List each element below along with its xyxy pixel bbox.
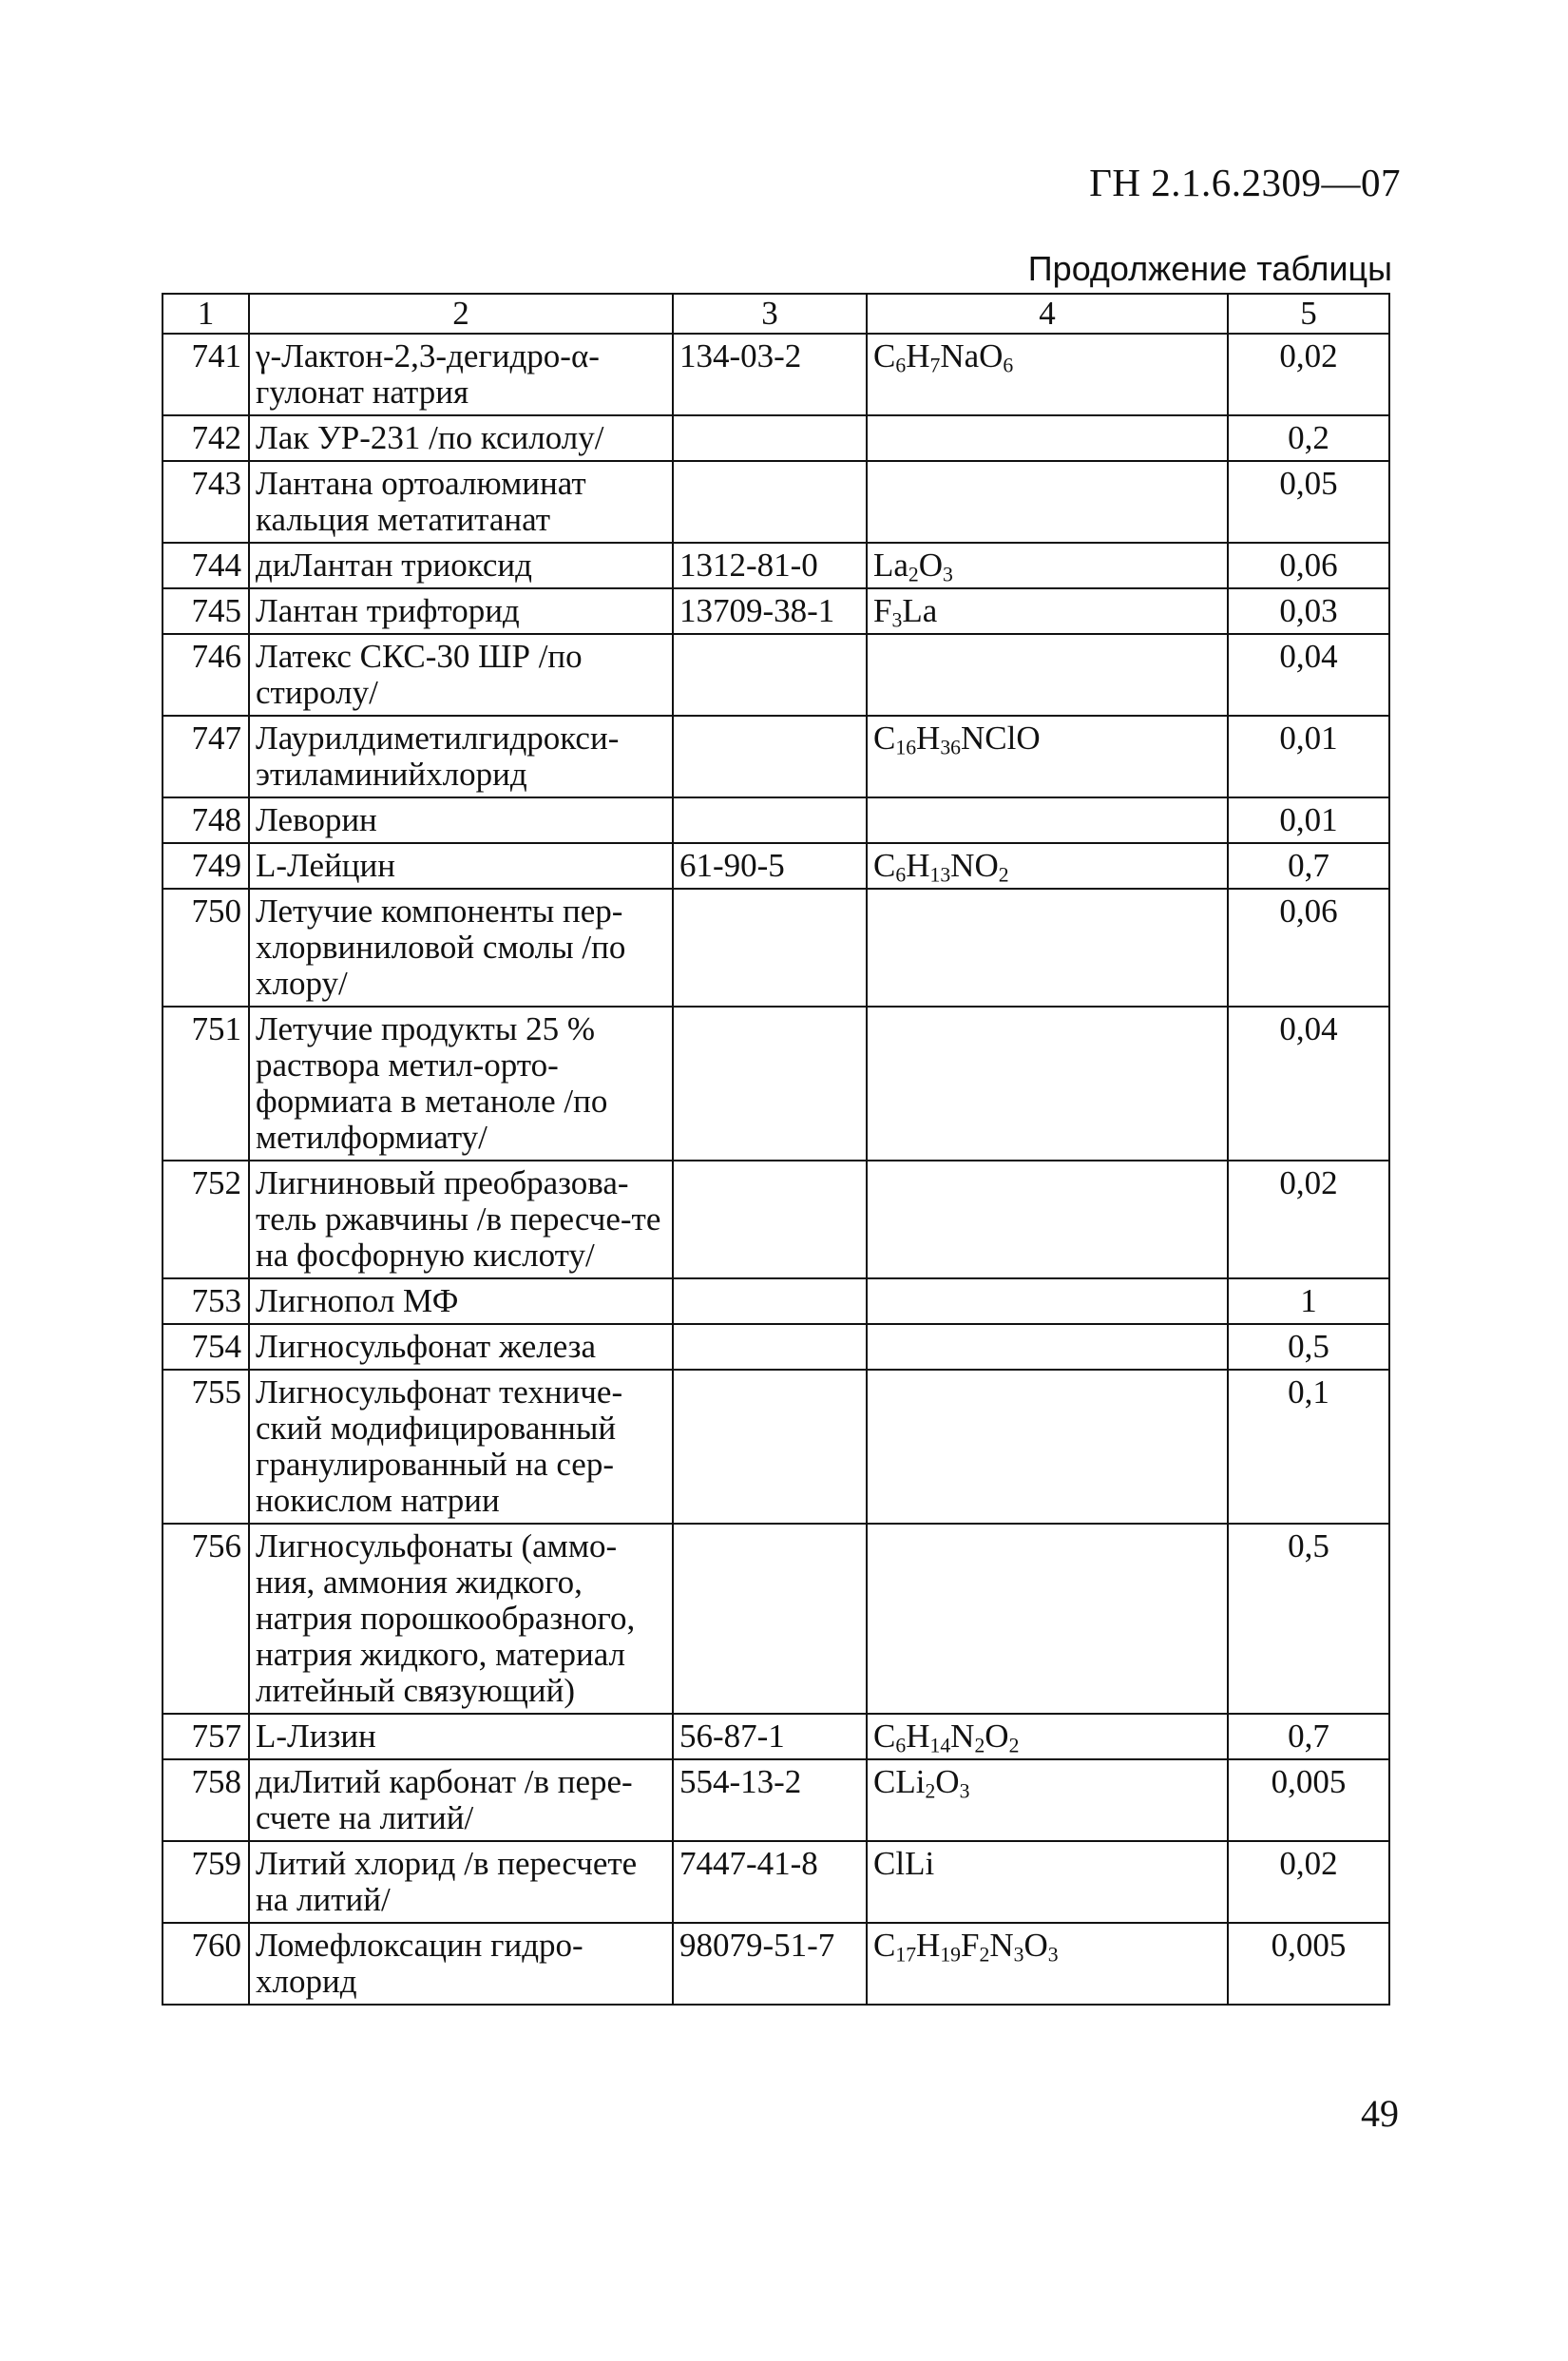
substance-name: Латекс СКС-30 ШР /по стиролу/ xyxy=(249,634,673,716)
row-number: 755 xyxy=(163,1370,249,1524)
cas-number xyxy=(673,1007,867,1161)
row-number: 748 xyxy=(163,797,249,843)
substance-name: Лигниновый преобразова-тель ржавчины /в пересче-те на фосфорную кислоту/ xyxy=(249,1161,673,1278)
cas-number: 134-03-2 xyxy=(673,334,867,415)
concentration-limit: 0,05 xyxy=(1228,461,1389,543)
chemical-formula: $C_6H_{13}NO_2$ xyxy=(867,843,1228,889)
substance-name: L-Лейцин xyxy=(249,843,673,889)
cas-number xyxy=(673,1524,867,1714)
concentration-limit: 0,1 xyxy=(1228,1370,1389,1524)
chemical-formula xyxy=(867,1370,1228,1524)
substance-name: Лигносульфонат железа xyxy=(249,1324,673,1370)
chemical-formula: ClLi xyxy=(867,1841,1228,1923)
table-row xyxy=(163,797,1389,843)
cas-number: 13709-38-1 xyxy=(673,588,867,634)
cas-number xyxy=(673,797,867,843)
table-row xyxy=(163,634,1389,716)
chemical-formula: $La_2O_3$ xyxy=(867,543,1228,588)
row-number: 750 xyxy=(163,889,249,1007)
table-row xyxy=(163,588,1389,634)
chemical-formula xyxy=(867,797,1228,843)
substance-name: диЛантан триоксид xyxy=(249,543,673,588)
table-row xyxy=(163,1923,1389,2005)
substance-name: Летучие продукты 25 % раствора метил-орто-формиата в метаноле /по метилформиату/ xyxy=(249,1007,673,1161)
cas-number xyxy=(673,1370,867,1524)
table-row xyxy=(163,1324,1389,1370)
concentration-limit: 0,7 xyxy=(1228,843,1389,889)
table-row xyxy=(163,415,1389,461)
table-row xyxy=(163,716,1389,797)
page-number: 49 xyxy=(1361,2092,1399,2135)
concentration-limit: 0,005 xyxy=(1228,1923,1389,2005)
table-row xyxy=(163,1714,1389,1759)
substance-name: Лигнопол МФ xyxy=(249,1278,673,1324)
cas-number: 7447-41-8 xyxy=(673,1841,867,1923)
table-row xyxy=(163,1370,1389,1524)
concentration-limit: 0,005 xyxy=(1228,1759,1389,1841)
chemical-formula xyxy=(867,1161,1228,1278)
concentration-limit: 0,02 xyxy=(1228,1161,1389,1278)
table-header-row xyxy=(163,294,1389,334)
row-number: 746 xyxy=(163,634,249,716)
table-row xyxy=(163,1759,1389,1841)
substance-name: L-Лизин xyxy=(249,1714,673,1759)
row-number: 751 xyxy=(163,1007,249,1161)
column-header: 4 xyxy=(867,294,1228,334)
cas-number: 1312-81-0 xyxy=(673,543,867,588)
concentration-limit: 0,01 xyxy=(1228,797,1389,843)
table-row xyxy=(163,1841,1389,1923)
column-header: 1 xyxy=(163,294,249,334)
concentration-limit: 0,5 xyxy=(1228,1524,1389,1714)
document-code: ГН 2.1.6.2309—07 xyxy=(1089,161,1401,204)
substance-name: диЛитий карбонат /в пере-счете на литий/ xyxy=(249,1759,673,1841)
concentration-limit: 0,02 xyxy=(1228,334,1389,415)
chemical-formula xyxy=(867,1324,1228,1370)
chemical-formula xyxy=(867,889,1228,1007)
row-number: 759 xyxy=(163,1841,249,1923)
concentration-limit: 0,2 xyxy=(1228,415,1389,461)
cas-number xyxy=(673,634,867,716)
cas-number: 61-90-5 xyxy=(673,843,867,889)
column-header: 3 xyxy=(673,294,867,334)
row-number: 752 xyxy=(163,1161,249,1278)
concentration-limit: 0,06 xyxy=(1228,543,1389,588)
row-number: 758 xyxy=(163,1759,249,1841)
table-row xyxy=(163,334,1389,415)
table-continuation-caption: Продолжение таблицы xyxy=(1027,249,1392,288)
table-row xyxy=(163,1524,1389,1714)
row-number: 745 xyxy=(163,588,249,634)
table-row xyxy=(163,889,1389,1007)
chemical-formula xyxy=(867,634,1228,716)
row-number: 744 xyxy=(163,543,249,588)
cas-number: 56-87-1 xyxy=(673,1714,867,1759)
row-number: 753 xyxy=(163,1278,249,1324)
cas-number xyxy=(673,461,867,543)
row-number: 742 xyxy=(163,415,249,461)
concentration-limit: 0,04 xyxy=(1228,634,1389,716)
row-number: 749 xyxy=(163,843,249,889)
row-number: 747 xyxy=(163,716,249,797)
cas-number: 98079-51-7 xyxy=(673,1923,867,2005)
table-row xyxy=(163,543,1389,588)
row-number: 741 xyxy=(163,334,249,415)
row-number: 757 xyxy=(163,1714,249,1759)
table-row xyxy=(163,461,1389,543)
row-number: 756 xyxy=(163,1524,249,1714)
concentration-limit: 0,7 xyxy=(1228,1714,1389,1759)
row-number: 743 xyxy=(163,461,249,543)
cas-number: 554-13-2 xyxy=(673,1759,867,1841)
chemical-formula xyxy=(867,1007,1228,1161)
cas-number xyxy=(673,1278,867,1324)
table-row xyxy=(163,1161,1389,1278)
substance-name: Лак УР-231 /по ксилолу/ xyxy=(249,415,673,461)
substance-name: Лаурилдиметилгидрокси-этиламинийхлорид xyxy=(249,716,673,797)
concentration-limit: 0,01 xyxy=(1228,716,1389,797)
substance-name: Ломефлоксацин гидро-хлорид xyxy=(249,1923,673,2005)
concentration-limit: 0,02 xyxy=(1228,1841,1389,1923)
cas-number xyxy=(673,889,867,1007)
substances-table xyxy=(162,293,1390,2006)
substance-name: Леворин xyxy=(249,797,673,843)
substance-name: Лантана ортоалюминат кальция метатитанат xyxy=(249,461,673,543)
substance-name: γ-Лактон-2,3-дегидро-α-гулонат натрия xyxy=(249,334,673,415)
chemical-formula: $C_6H_{14}N_2O_2$ xyxy=(867,1714,1228,1759)
concentration-limit: 0,03 xyxy=(1228,588,1389,634)
concentration-limit: 0,06 xyxy=(1228,889,1389,1007)
chemical-formula: $F_3La$ xyxy=(867,588,1228,634)
chemical-formula xyxy=(867,1524,1228,1714)
substance-name: Литий хлорид /в пересчете на литий/ xyxy=(249,1841,673,1923)
table-row xyxy=(163,1278,1389,1324)
chemical-formula: $C_6H_7NaO_6$ xyxy=(867,334,1228,415)
concentration-limit: 0,04 xyxy=(1228,1007,1389,1161)
column-header: 5 xyxy=(1228,294,1389,334)
chemical-formula: $CLi_2O_3$ xyxy=(867,1759,1228,1841)
chemical-formula: $C_{16}H_{36}NClO$ xyxy=(867,716,1228,797)
substance-name: Летучие компоненты пер-хлорвиниловой смолы /по хлору/ xyxy=(249,889,673,1007)
chemical-formula xyxy=(867,415,1228,461)
concentration-limit: 1 xyxy=(1228,1278,1389,1324)
row-number: 760 xyxy=(163,1923,249,2005)
chemical-formula xyxy=(867,1278,1228,1324)
cas-number xyxy=(673,1161,867,1278)
chemical-formula xyxy=(867,461,1228,543)
chemical-formula: $C_{17}H_{19}F_2N_3O_3$ xyxy=(867,1923,1228,2005)
column-header: 2 xyxy=(249,294,673,334)
table-row xyxy=(163,1007,1389,1161)
substance-name: Лантан трифторид xyxy=(249,588,673,634)
concentration-limit: 0,5 xyxy=(1228,1324,1389,1370)
cas-number xyxy=(673,1324,867,1370)
table-row xyxy=(163,843,1389,889)
substance-name: Лигносульфонаты (аммо-ния, аммония жидкого, натрия порошкообразного, натрия жидкого, материал литейный связующий) xyxy=(249,1524,673,1714)
substance-name: Лигносульфонат техниче-ский модифицированный гранулированный на сер-нокислом натрии xyxy=(249,1370,673,1524)
cas-number xyxy=(673,716,867,797)
cas-number xyxy=(673,415,867,461)
row-number: 754 xyxy=(163,1324,249,1370)
